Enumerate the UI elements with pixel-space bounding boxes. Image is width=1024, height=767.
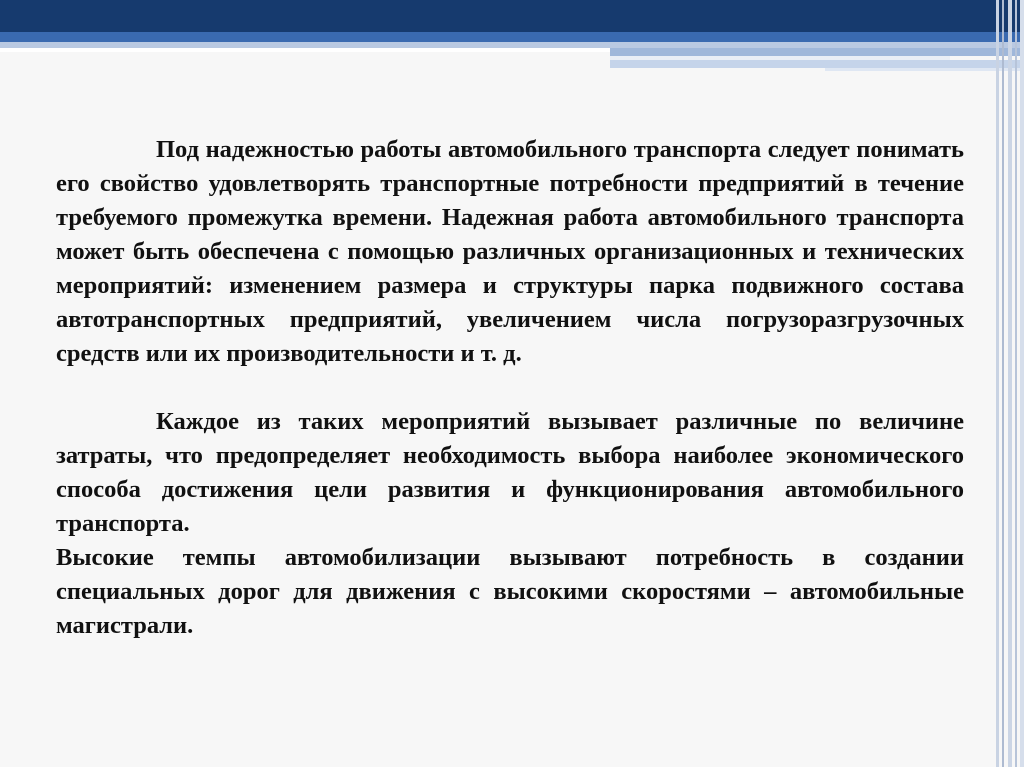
side-stripe — [1020, 0, 1024, 767]
header-band-gap — [0, 48, 610, 52]
side-stripe — [996, 0, 999, 767]
side-stripe — [1002, 0, 1004, 767]
header-band-right-a — [610, 48, 1024, 56]
header-band-mid — [0, 32, 1024, 42]
header-band-dark — [0, 0, 1024, 32]
header-band-right-c — [610, 60, 1024, 68]
side-stripe — [1015, 0, 1017, 767]
side-stripe — [1008, 0, 1012, 767]
header-band-right-d — [825, 68, 1024, 71]
slide-body — [56, 133, 964, 643]
paragraph-highways: Высокие темпы автомобилизации вызывают потребность в создании специальных дорог для движения с высокими скоростями – автомобильные магистрали. — [56, 544, 964, 639]
paragraph-costs: Каждое из таких мероприятий вызывает различные по величине затраты, что предопределяет необходимость выбора наиболее экономического способа достижения цели развития и функционирования автомобильного транспорта. — [56, 408, 964, 537]
paragraph-reliability: Под надежностью работы автомобильного транспорта следует понимать его свойство удовлетворять транспортные потребности предприятий в течение требуемого промежутка времени. Надежная работа автомобильного транспорта может быть обеспечена с помощью различных организационных и технических мероприятий: изменением размера и структуры парка подвижного состава автотранспортных предприятий, увеличением числа погрузоразгрузочных средств или их производительности и т. д. — [56, 136, 964, 367]
